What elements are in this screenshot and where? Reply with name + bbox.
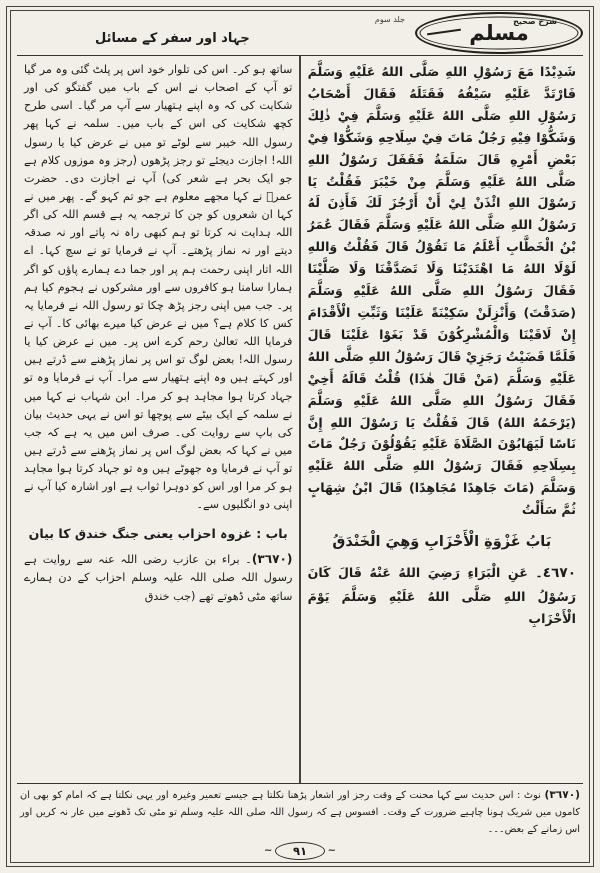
hadith-number-arabic: ٤٦٧٠ [542,565,576,582]
footnote-marker: (٣٦٧٠) [544,789,580,802]
column-divider [299,56,300,783]
page-number-row [17,840,583,860]
page-footer [17,783,583,860]
arabic-hadith-body: شَدِيْدًا مَعَ رَسُوْلِ اللهِ صَلَّى اللهُ عَلَيْهِ وَسَلَّمَ فَارْتَدَّ عَلَيْهِ سَيْفُهُ فَقَتَلَهُ فَقَالَ أَصْحَابُ رَسُوْلِ اللهِ صَلَّى اللهُ عَلَيْهِ وَسَلَّمَ فِيْ ذٰلِكَ وَشَكُّوْا فِيْهِ رَجُلٌ مَاتَ فِيْ سِلَاحِهِ وَشَكُّوْا فِيْ بَعْضِ أَمْرِهِ قَالَ سَلَمَةُ فَقَفَلَ رَسُوْلُ اللهِ صَلَّى اللهُ عَلَيْهِ وَسَلَّمَ مِنْ خَيْبَرَ فَقُلْتُ يَا رَسُوْلَ اللهِ ائْذَنْ لِيْ أَنْ أَرْجُزَ لَكَ فَأَذِنَ لَهُ رَسُوْلُ اللهِ صَلَّى اللهُ عَلَيْهِ وَسَلَّمَ فَقَالَ عُمَرُ بْنُ الْخَطَّابِ أَعْلَمُ مَا تَقُوْلُ قَالَ فَقُلْتُ وَاللهِ لَوْلَا اللهُ مَا اهْتَدَيْنَا وَلَا تَصَدَّقْنَا وَلَا صَلَّيْنَا فَقَالَ رَسُوْلُ اللهِ صَلَّى اللهُ عَلَيْهِ وَسَلَّمَ (صَدَقْتَ) وَأَنْزِلَنْ سَكِيْنَةً عَلَيْنَا وَثَبِّتِ الْأَقْدَامَ إِنْ لَاقَيْنَا وَالْمُشْرِكُوْنَ قَدْ بَغَوْا عَلَيْنَا قَالَ فَلَمَّا قَضَيْتُ رَجَزِيْ قَالَ رَسُوْلُ اللهِ صَلَّى اللهُ عَلَيْهِ وَسَلَّمَ (مَنْ قَالَ هٰذَا) قُلْتُ قَالَهُ أَخِيْ فَقَالَ رَسُوْلُ اللهِ صَلَّى اللهُ عَلَيْهِ وَسَلَّمَ (يَرْحَمُهُ اللهُ) قَالَ فَقُلْتُ يَا رَسُوْلَ اللهِ إِنَّ نَاسًا لَيَهَابُوْنَ الصَّلَاةَ عَلَيْهِ يَقُوْلُوْنَ رَجُلٌ مَاتَ بِسِلَاحِهِ فَقَالَ رَسُوْلُ اللهِ صَلَّى اللهُ عَلَيْهِ وَسَلَّمَ (مَاتَ جَاهِدًا مُجَاهِدًا) قَالَ ابْنُ شِهَابٍ ثُمَّ سَأَلْتُ [307,64,576,518]
urdu-translation-body: ساتھ ہو کر۔ اس کی تلوار خود اس پر پلٹ گئی وہ مر گیا تو آپ کے اصحاب نے اس کے باب میں گفتگو کی اور شکایت کی کہ وہ اپنے ہتھیار سے آپ مر گیا۔ اسی طرح کچھ شکایت کی اس کے باب میں۔ سلمہ نے کہا پھر رسول اللہ خیبر سے لوٹے تو میں نے عرض کیا یا رسول اللہ! اجازت دیجئے تو رجز پڑھوں (رجز وہ موزوں کلام ہے جو ایک بحر ہے شعر کی) آپ نے اجازت دی۔ حضرت عمرؓ نے کہا مجھے معلوم ہے جو تم کہو گے۔ پھر میں نے کہا ان شعروں کو جن کا ترجمہ یہ ہے قسم اللہ کی اگر اللہ ہدایت نہ کرتا تو ہم کبھی راہ نہ پاتے اور نہ صدقہ دیتے اور نہ نماز پڑھتے۔ آپ نے فرمایا تو نے سچ کہا۔ اے اللہ اتار اپنی رحمت ہم پر اور جما دے ہمارے پاؤں کو اگر ہمارا سامنا ہو کافروں سے اور مشرکوں نے ہجوم کیا ہم پر۔ جب میں اپنی رجز پڑھ چکا تو رسول اللہ نے فرمایا یہ کس کا کلام ہے؟ میں نے عرض کیا میرے بھائی کا۔ آپ نے فرمایا اللہ تعالیٰ رحم کرے اس پر۔ میں نے عرض کیا یا رسول اللہ! بعض لوگ تو اس پر نماز پڑھنے سے ڈرتے ہیں اور کہتے ہیں وہ اپنے ہتھیار سے مرا۔ آپ نے فرمایا وہ تو جہاد کرتا ہوا مجاہد ہو کر مرا۔ ابن شہاب نے کہا میں نے سلمہ کے ایک بیٹے سے پوچھا تو اس نے یہی حدیث بیان کی باپ سے روایت کی۔ صرف اس میں یہ ہے کہ جب میں نے کہا کہ بعض لوگ اس پر نماز پڑھنے سے ڈرتے ہیں تو آپ نے فرمایا وہ جھوٹے ہیں وہ تو جہاد کرتا ہوا مجاہد ہو کر مرا اور اس کو دوہرا ثواب ہے اور اشارہ کیا آپ نے اپنی دو انگلیوں سے۔ [24,63,293,512]
logo-flourish-line [427,29,461,36]
muslim-logo-emblem [415,10,583,56]
footnote [17,787,583,838]
arabic-section-heading: بَابُ غَزْوَةِ الْأَحْزَابِ وَهِيَ الْخَنْدَقُ [332,534,552,551]
arabic-column [301,56,583,783]
urdu-next-hadith-text: ۔ براء بن عازب رضی اللہ عنہ سے روایت ہے رسول اللہ صلی اللہ علیہ وسلم احزاب کے دن ہمارے ساتھ مٹی ڈھوتے تھے (جب خندق [24,552,293,603]
logo-title: مسلم [469,21,529,45]
text-columns [17,55,583,783]
running-title: جہاد اور سفر کے مسائل [95,31,250,46]
logo-subtitle: شرح صحیح [513,17,557,26]
page-content [17,13,583,860]
volume-label: جلد سوم [374,15,405,24]
urdu-section-heading: باب : غزوہ احزاب یعنی جنگ خندق کا بیان [28,525,288,541]
urdu-column [17,56,299,783]
page-header [17,13,583,55]
logo-oval-frame [415,12,583,54]
arabic-next-hadith-text: ۔ عَنِ الْبَرَاءِ رَضِيَ اللهُ عَنْهُ قَالَ كَانَ رَسُوْلُ اللهِ صَلَّى اللهُ عَلَيْهِ وَسَلَّمَ يَوْمَ الْأَحْزَابِ [307,565,576,626]
footnote-text: نوٹ : اس حدیث سے کہا محنت کے وقت رجز اور اشعار پڑھنا نکلتا ہے جیسے تعمیر وغیرہ اور یہی نکلتا ہے کہ امام کو بھی ان کاموں میں شریک ہونا چاہیے ضرورت کے وقت۔ افسوس ہے کہ رسول اللہ صلی اللہ علیہ وسلم تو مٹی تک ڈھونے میں عار نہ کریں اور اس زمانے کے بعض۔۔۔ [20,790,580,835]
arabic-next-hadith [308,562,576,629]
page-number: ~ ٩١ ~ [275,842,325,860]
hadith-number-urdu: (٣٦٧٠) [251,551,293,566]
urdu-next-hadith [24,550,292,606]
